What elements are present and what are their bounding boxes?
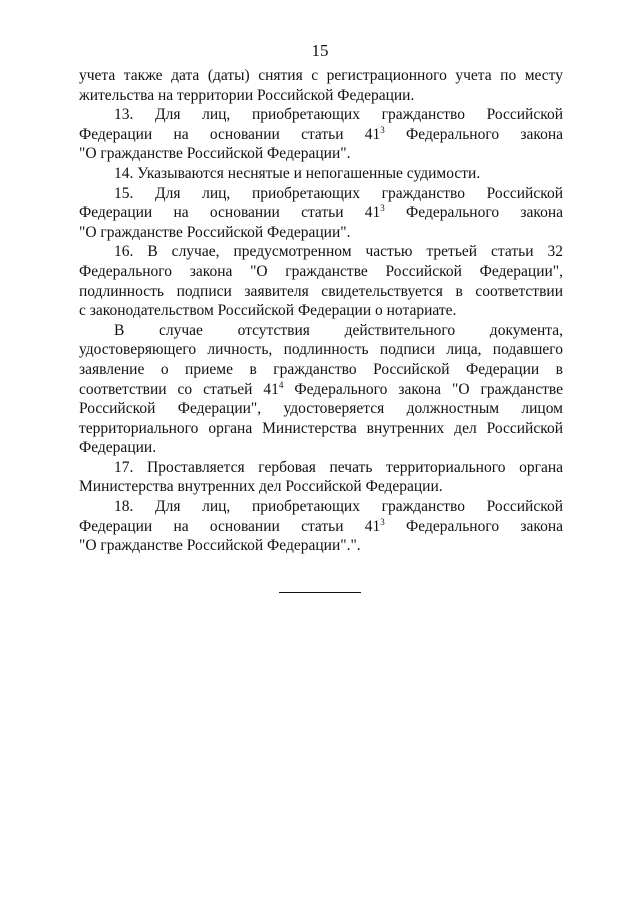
text-line: 13. Для лиц, приобретающих гражданство Российской (114, 106, 563, 124)
text-line: с законодательством Российской Федерации о нотариате. (79, 302, 457, 320)
text-line: В случае отсутствия действительного документа, (114, 321, 563, 339)
text-line: 17. Проставляется гербовая печать территориального органа (114, 458, 563, 476)
text-line: "О гражданстве Российской Федерации". (79, 145, 351, 163)
paragraph-16-continuation (79, 321, 563, 458)
paragraph-17 (79, 458, 563, 497)
text-line: "О гражданстве Российской Федерации".". (79, 537, 361, 555)
text-line: удостоверяющего личность, подлинность подписи лица, подавшего (79, 341, 563, 359)
text-fragment: Федерации на основании статьи 41 (79, 204, 381, 222)
text-line: 14. Указываются неснятые и непогашенные судимости. (114, 164, 481, 182)
superscript: 3 (380, 516, 385, 527)
superscript: 3 (380, 124, 385, 135)
text-fragment: Федерального закона (384, 517, 563, 535)
text-line: Федерации. (79, 439, 157, 457)
page-number: 15 (311, 41, 329, 60)
text-line: территориального органа Министерства внутренних дел Российской (79, 419, 563, 437)
text-line: жительства на территории Российской Федерации. (79, 86, 415, 104)
paragraph-13 (79, 105, 563, 164)
superscript: 4 (278, 379, 284, 390)
end-divider-line (279, 592, 361, 593)
text-line (79, 380, 563, 400)
superscript: 3 (380, 203, 385, 214)
text-line: 16. В случае, предусмотренном частью третьей статьи 32 (114, 243, 563, 261)
text-line (79, 203, 563, 223)
text-line: 15. Для лиц, приобретающих гражданство Российской (114, 184, 563, 202)
text-fragment: Федерации на основании статьи 41 (79, 517, 381, 535)
document-body (79, 66, 563, 556)
text-line: "О гражданстве Российской Федерации". (79, 223, 351, 241)
paragraph-16 (79, 242, 563, 320)
paragraph-15 (79, 184, 563, 243)
text-line: заявление о приеме в гражданство Российской Федерации в (79, 360, 563, 378)
text-fragment: Федерального закона (384, 125, 563, 143)
text-fragment: Федерального закона (384, 204, 563, 222)
text-line: учета также дата (даты) снятия с регистрационного учета по месту (79, 67, 563, 84)
text-line: Федерального закона "О гражданстве Российской Федерации", (79, 262, 563, 280)
text-fragment: Федерации на основании статьи 41 (79, 125, 381, 143)
text-line (79, 125, 563, 145)
text-line (79, 517, 563, 537)
text-fragment: Федерального закона "О гражданстве (283, 380, 563, 398)
text-line: подлинность подписи заявителя свидетельствуется в соответствии (79, 282, 563, 300)
paragraph-continuation (79, 66, 563, 105)
paragraph-18 (79, 497, 563, 556)
text-fragment: соответствии со статьей 41 (79, 380, 279, 398)
text-line: 18. Для лиц, приобретающих гражданство Российской (114, 498, 563, 516)
text-line: Министерства внутренних дел Российской Федерации. (79, 478, 443, 496)
text-line: Российской Федерации", удостоверяется должностным лицом (79, 400, 563, 418)
paragraph-14 (79, 164, 563, 184)
